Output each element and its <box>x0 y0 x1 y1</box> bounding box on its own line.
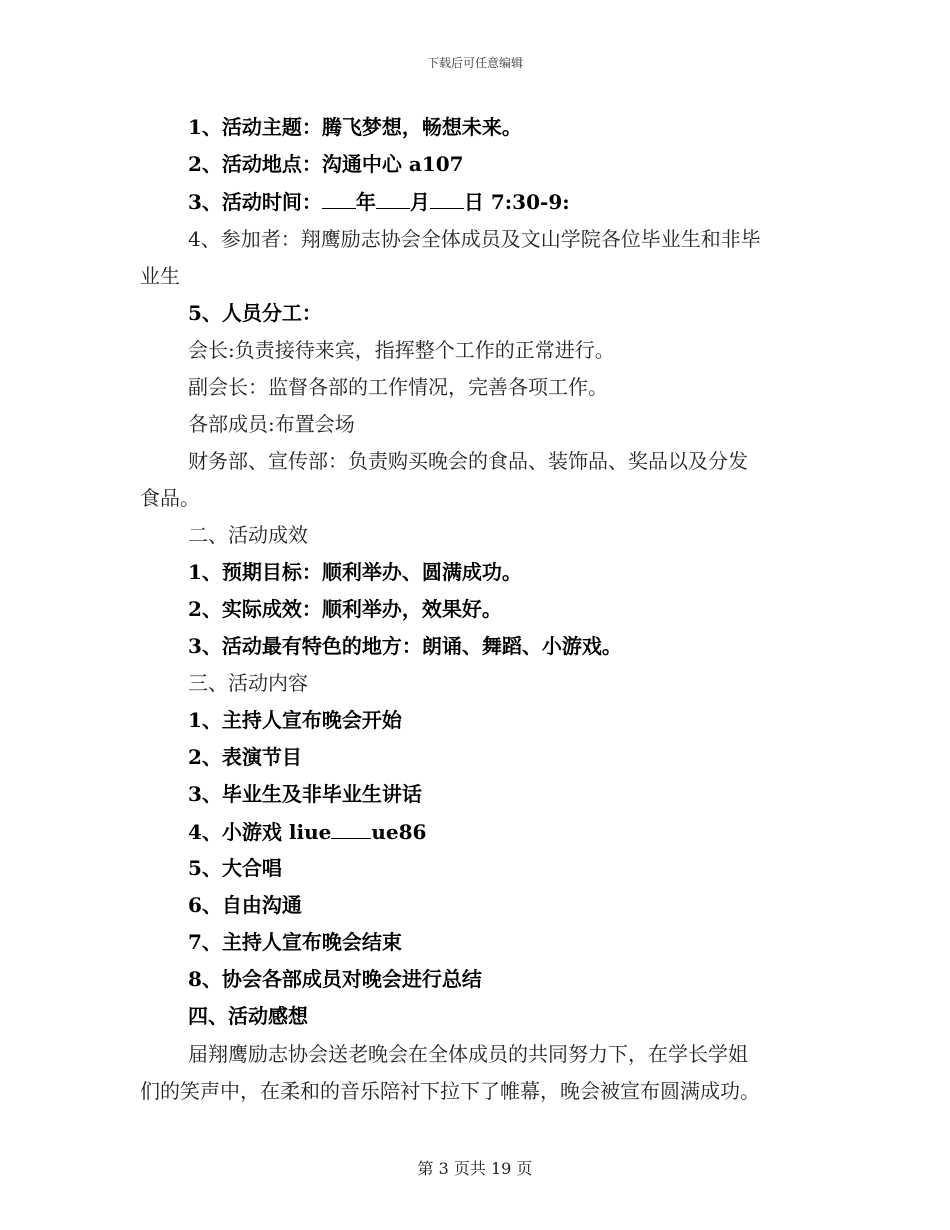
reflection-line1: 届翔鹰励志协会送老晚会在全体成员的共同努力下，在学长学姐 <box>188 1042 748 1066</box>
section3-heading: 三、活动内容 <box>188 671 308 695</box>
content-item-2: 2、表演节目 <box>188 745 302 769</box>
activity-theme: 1、活动主题：腾飞梦想，畅想未来。 <box>188 115 522 139</box>
reflection-line2: 们的笑声中，在柔和的音乐陪衬下拉下了帷幕，晚会被宣布圆满成功。 <box>140 1079 760 1103</box>
time-label: 3、活动时间： <box>188 190 322 214</box>
content-item-1: 1、主持人宣布晚会开始 <box>188 708 402 732</box>
vice-president-duty: 副会长：监督各部的工作情况，完善各项工作。 <box>188 375 608 399</box>
activity-location: 2、活动地点：沟通中心 a107 <box>188 152 464 176</box>
finance-duty-line1: 财务部、宣传部：负责购买晚会的食品、装饰品、奖品以及分发 <box>188 449 748 473</box>
page-footer: 第 3 页共 19 页 <box>417 1159 533 1178</box>
content-item-8: 8、协会各部成员对晚会进行总结 <box>188 967 482 991</box>
expected-goal: 1、预期目标：顺利举办、圆满成功。 <box>188 560 522 584</box>
section2-heading: 二、活动成效 <box>188 523 308 547</box>
content-item-4 <box>188 818 426 845</box>
content-item-6: 6、自由沟通 <box>188 893 302 917</box>
section4-heading: 四、活动感想 <box>188 1004 308 1028</box>
president-duty: 会长:负责接待来宾，指挥整个工作的正常进行。 <box>188 338 615 362</box>
content-item-7: 7、主持人宣布晚会结束 <box>188 930 402 954</box>
participants-line1: 4、参加者：翔鹰励志协会全体成员及文山学院各位毕业生和非毕 <box>188 227 761 251</box>
item4-blank <box>331 818 371 839</box>
participants-line2: 业生 <box>140 264 180 288</box>
year-label: 年 <box>355 190 376 214</box>
item4-suffix: ue86 <box>371 820 427 844</box>
content-item-3: 3、毕业生及非毕业生讲话 <box>188 782 422 806</box>
year-blank <box>322 188 356 209</box>
members-duty: 各部成员:布置会场 <box>188 412 355 436</box>
month-blank <box>376 188 410 209</box>
activity-time <box>188 188 570 215</box>
finance-duty-line2: 食品。 <box>140 486 200 510</box>
staff-heading: 5、人员分工： <box>188 301 322 325</box>
time-range: 日 7:30-9: <box>463 190 570 214</box>
month-label: 月 <box>409 190 430 214</box>
content-item-5: 5、大合唱 <box>188 856 282 880</box>
feature-highlight: 3、活动最有特色的地方：朗诵、舞蹈、小游戏。 <box>188 634 622 658</box>
page-header: 下载后可任意编辑 <box>426 56 523 70</box>
actual-effect: 2、实际成效：顺利举办，效果好。 <box>188 597 502 621</box>
item4-prefix: 4、小游戏 liue <box>188 820 332 844</box>
day-blank <box>430 188 464 209</box>
